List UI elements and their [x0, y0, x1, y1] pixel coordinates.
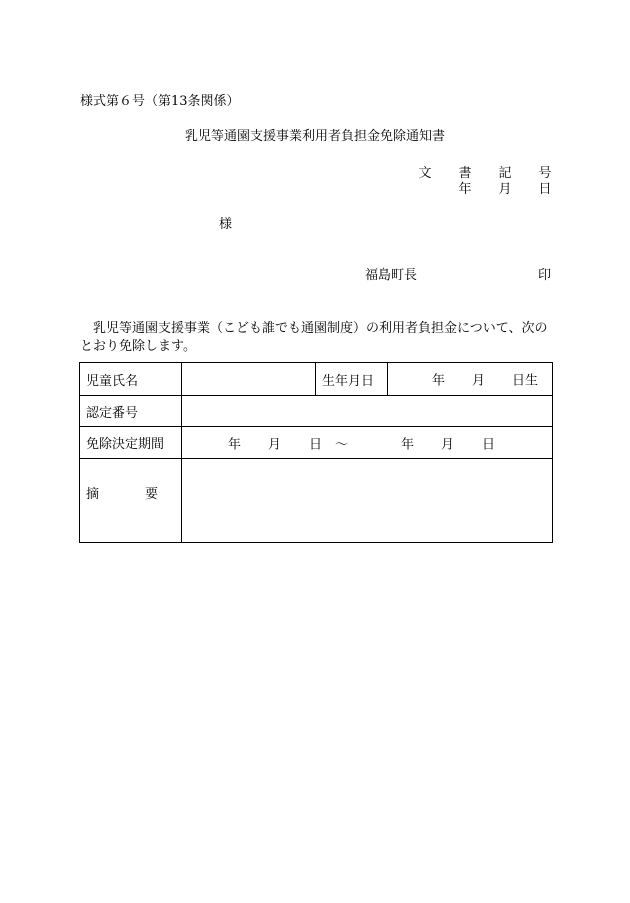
period-from-year-unit: 年 — [228, 437, 242, 452]
summary-label-char-2: 要 — [144, 487, 158, 502]
period-label: 免除決定期間 — [80, 427, 182, 459]
doc-number-char-4: 号 — [538, 166, 552, 181]
period-from-day-unit: 日 — [309, 437, 323, 452]
child-name-label: 児童氏名 — [80, 363, 182, 396]
table-row-summary — [80, 459, 553, 543]
body-paragraph: 乳児等通園支援事業（こども誰でも通園制度）の利用者負担金について、次のとおり免除します。 — [80, 321, 548, 354]
birth-day-unit: 日生 — [512, 373, 539, 389]
doc-number-char-2: 書 — [458, 166, 472, 181]
period-from-month-unit: 月 — [268, 437, 282, 452]
summary-label-char-1: 摘 — [86, 487, 100, 502]
doc-number-char-1: 文 — [418, 166, 432, 181]
birthdate-label: 生年月日 — [316, 363, 388, 396]
table-row-cert-number — [80, 396, 553, 427]
summary-field[interactable] — [182, 459, 553, 543]
birth-month-unit: 月 — [472, 373, 486, 389]
child-name-field[interactable] — [182, 363, 316, 396]
period-to-year-unit: 年 — [401, 437, 415, 452]
info-table — [79, 362, 553, 543]
issuer-name: 福島町長 — [365, 268, 418, 283]
recipient-honorific: 様 — [219, 217, 233, 232]
document-title: 乳児等通園支援事業利用者負担金免除通知書 — [184, 129, 445, 144]
table-row-child-name — [80, 363, 553, 396]
cert-number-label: 認定番号 — [80, 396, 182, 427]
period-to-month-unit: 月 — [441, 437, 455, 452]
summary-label — [80, 459, 182, 543]
doc-date-year-unit: 年 — [458, 182, 472, 197]
form-number: 様式第６号（第13条関係） — [80, 94, 240, 109]
table-row-period — [80, 427, 553, 459]
doc-number-char-3: 記 — [498, 166, 512, 181]
period-separator: 〜 — [335, 437, 349, 452]
doc-date-day-unit: 日 — [538, 182, 552, 197]
period-to-day-unit: 日 — [482, 437, 496, 452]
doc-date-month-unit: 月 — [498, 182, 512, 197]
birthdate-field[interactable] — [388, 363, 553, 396]
seal-mark: 印 — [538, 268, 552, 283]
birth-year-unit: 年 — [432, 373, 446, 389]
cert-number-field[interactable] — [182, 396, 553, 427]
period-field[interactable] — [182, 427, 553, 459]
